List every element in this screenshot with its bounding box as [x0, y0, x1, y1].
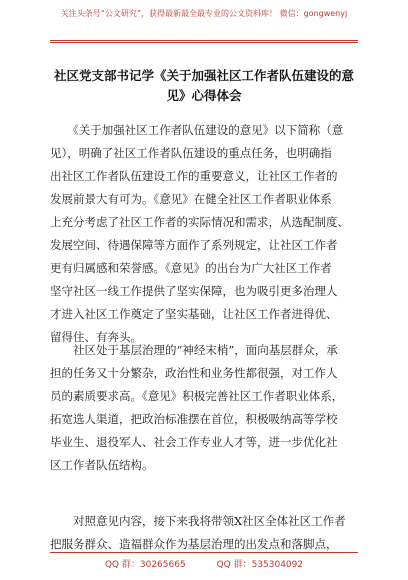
- paragraph-1: [50, 119, 360, 349]
- text-line: 毕业生、退役军人、社会工作专业人才等，进一步优化社: [50, 435, 338, 449]
- text-line: 更有归属感和荣誉感。《意见》的出台为广大社区工作者: [50, 261, 332, 275]
- paragraph-3: [50, 510, 360, 556]
- footer-qq-group-2: QQ 群：535304092: [216, 560, 304, 570]
- text-line: 坚守社区一线工作提供了坚实保障，也为吸引更多治理人: [50, 284, 338, 298]
- text-line: 《关于加强社区工作者队伍建设的意见》以下简称（意: [50, 123, 344, 137]
- text-line: 社区处于基层治理的“神经末梢”，面向基层群众，承: [50, 343, 338, 357]
- text-line: 上充分考虑了社区工作者的实际情况和需求，从选配制度、: [50, 215, 349, 229]
- text-line: 把服务群众、造福群众作为基层治理的出发点和落脚点，: [50, 537, 338, 551]
- text-line: 出社区工作者队伍建设工作的重要意义，让社区工作者的: [50, 169, 338, 183]
- text-line: 发展前景大有可为。《意见》在健全社区工作者职业体系: [50, 192, 332, 206]
- text-line: 见），明确了社区工作者队伍建设的重点任务，也明确指: [50, 146, 332, 160]
- text-line: 留得住、有奔头。: [50, 330, 142, 344]
- header-rule-bottom: [50, 42, 358, 43]
- text-line: 对照意见内容，接下来我将带领X社区全体社区工作者: [50, 514, 346, 528]
- header-banner: 关注头条号“公文研究”，获得最新最全最专业的公文资料库！ 微信：gongwenyj: [60, 9, 348, 18]
- text-line: 区工作者队伍结构。: [50, 458, 154, 472]
- footer: [0, 557, 408, 570]
- footer-rule: [50, 552, 358, 553]
- document-title-line-1: 社区党支部书记学《关于加强社区工作者队伍建设的意: [53, 68, 354, 83]
- text-line: 担的任务又十分繁杂，政治性和业务性都很强，对工作人: [50, 366, 338, 380]
- document-title-line-2: 见》心得体会: [166, 88, 242, 103]
- header-rule-top: [50, 40, 358, 41]
- footer-qq-group-1: QQ 群：30265665: [104, 560, 186, 570]
- text-line: 才进入社区工作奠定了坚实基础，让社区工作者进得优、: [50, 307, 338, 321]
- paragraph-2: [50, 339, 360, 477]
- text-line: 拓宽选人渠道，把政治标准摆在首位，积极吸纳高等学校: [50, 412, 338, 426]
- text-line: 员的素质要求高。《意见》积极完善社区工作者职业体系，: [50, 389, 344, 403]
- text-line: 发展空间、待遇保障等方面作了系列规定，让社区工作者: [50, 238, 338, 252]
